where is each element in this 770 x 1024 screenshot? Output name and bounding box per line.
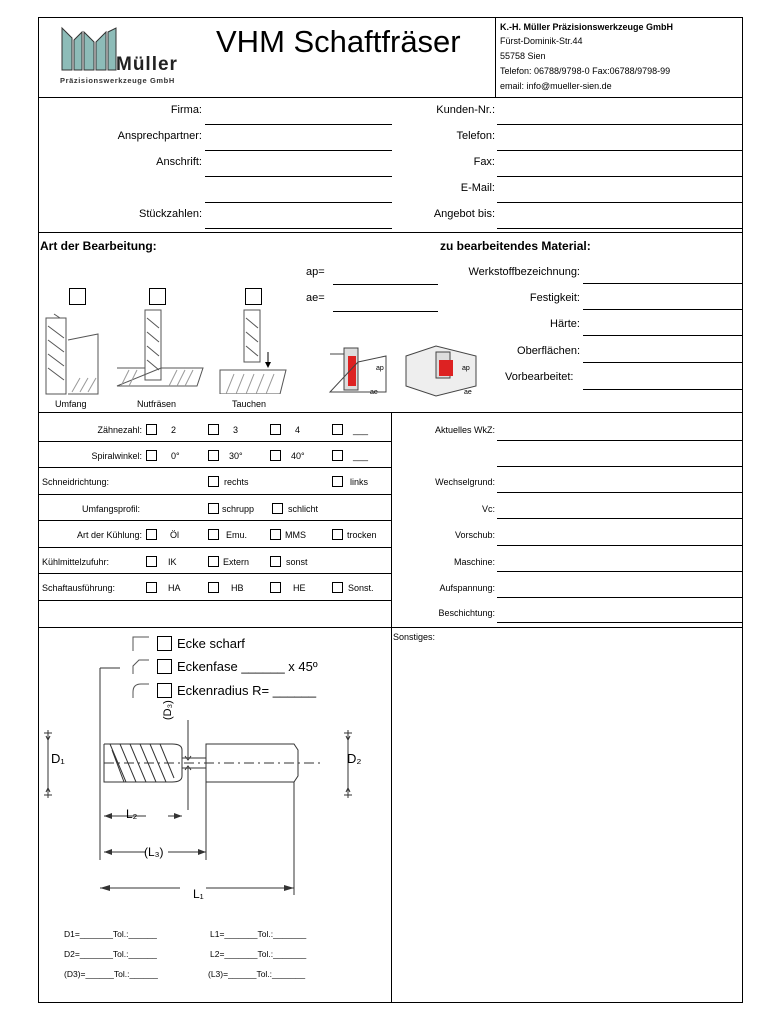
input-ap[interactable] (333, 284, 438, 285)
nutfraesen-illustration (115, 308, 205, 388)
field-label-ansprechpartner: Ansprechpartner: (117, 130, 202, 142)
input-anschrift-2[interactable] (205, 202, 392, 203)
input-vorschub[interactable] (497, 545, 743, 546)
field-label-kundennr: Kunden-Nr.: (436, 104, 495, 116)
dim-l2: L₂ (126, 807, 138, 821)
shank-label: Schaftausführung: (42, 583, 116, 593)
coolant-opt-extern: Extern (223, 557, 250, 567)
field-label-telefon: Telefon: (456, 130, 495, 142)
input-oberflaechen[interactable] (583, 362, 743, 363)
input-wkz-2[interactable] (497, 466, 743, 467)
cut-opt-left: links (350, 477, 369, 487)
checkbox-teeth-2[interactable] (146, 424, 157, 435)
end-mill-drawing (42, 660, 367, 900)
field-label-stueckzahlen: Stückzahlen: (139, 208, 202, 220)
field-label-vc: Vc: (481, 504, 495, 514)
logo-name: Müller (116, 54, 178, 75)
input-ae[interactable] (333, 311, 438, 312)
checkbox-helix-other[interactable] (332, 450, 343, 461)
tol-d3[interactable]: (D3)=______Tol.:______ (64, 969, 158, 979)
profile-opt-schlicht: schlicht (288, 504, 319, 514)
ae-dim-label-1: ae (370, 389, 378, 396)
input-kundennr[interactable] (497, 124, 743, 125)
input-wechselgrund[interactable] (497, 492, 743, 493)
shank-opt-sonst: Sonst. (348, 583, 374, 593)
teeth-label: Zähnezahl: (97, 425, 142, 435)
checkbox-helix-40[interactable] (270, 450, 281, 461)
profile-label: Umfangsprofil: (81, 504, 140, 514)
checkbox-umfang[interactable] (69, 288, 86, 305)
corner-chamfer-label: Eckenfase ______ x 45º (177, 659, 318, 674)
input-aufspannung[interactable] (497, 597, 743, 598)
field-label-beschichtung: Beschichtung: (438, 608, 495, 618)
field-label-maschine: Maschine: (453, 557, 495, 567)
checkbox-teeth-3[interactable] (208, 424, 219, 435)
checkbox-nutfraesen[interactable] (149, 288, 166, 305)
cooling-opt-emu: Emu. (226, 530, 248, 540)
input-firma[interactable] (205, 124, 392, 125)
teeth-opt-4: 4 (295, 425, 301, 435)
input-werkstoff[interactable] (583, 283, 743, 284)
material-heading: zu bearbeitendes Material: (440, 239, 591, 253)
input-fax[interactable] (497, 176, 743, 177)
checkbox-teeth-other[interactable] (332, 424, 343, 435)
umfang-illustration (44, 312, 104, 398)
checkbox-cooling-oel[interactable] (146, 529, 157, 540)
label-tauchen: Tauchen (232, 399, 267, 409)
checkbox-cooling-trocken[interactable] (332, 529, 343, 540)
company-street: Fürst-Dominik-Str.44 (500, 36, 583, 46)
input-anschrift[interactable] (205, 176, 392, 177)
tol-l3[interactable]: (L3)=______Tol.:_______ (208, 969, 306, 979)
teeth-opt-2: 2 (171, 425, 177, 435)
checkbox-profile-schlicht[interactable] (272, 503, 283, 514)
ap-dim-label-1: ap (376, 365, 384, 372)
cooling-label: Art der Kühlung: (76, 530, 142, 540)
input-wkz[interactable] (497, 440, 743, 441)
helix-label: Spiralwinkel: (91, 451, 142, 461)
logo-subtitle: Präzisionswerkzeuge GmbH (60, 76, 175, 85)
field-label-vorschub: Vorschub: (454, 530, 495, 540)
checkbox-ecke-scharf[interactable] (157, 636, 172, 651)
tauchen-illustration (218, 308, 288, 394)
cut-opt-right: rechts (224, 477, 249, 487)
cooling-opt-trocken: trocken (347, 530, 377, 540)
helix-opt-other: ___ (353, 451, 369, 461)
checkbox-coolant-ik[interactable] (146, 556, 157, 567)
coolant-opt-sonst: sonst (286, 557, 308, 567)
coolant-label: Kühlmittelzufuhr: (42, 557, 110, 567)
field-label-vorbearbeitet: Vorbearbeitet: (505, 371, 574, 383)
profile-opt-schrupp: schrupp (222, 504, 255, 514)
checkbox-tauchen[interactable] (245, 288, 262, 305)
other-notes-area[interactable] (393, 645, 741, 1001)
input-angebot[interactable] (497, 228, 743, 229)
tol-l2[interactable]: L2=_______Tol.:_______ (210, 949, 307, 959)
label-umfang: Umfang (55, 399, 87, 409)
corner-sharp-icon (132, 636, 150, 652)
checkbox-profile-schrupp[interactable] (208, 503, 219, 514)
input-vorbearbeitet[interactable] (583, 389, 743, 390)
dim-l3: (L₃) (144, 845, 164, 859)
input-vc[interactable] (497, 518, 743, 519)
field-label-aufspannung: Aufspannung: (439, 583, 495, 593)
checkbox-shank-ha[interactable] (146, 582, 157, 593)
other-label: Sonstiges: (393, 632, 436, 642)
shank-opt-ha: HA (168, 583, 181, 593)
field-label-fax: Fax: (473, 156, 495, 168)
shank-opt-hb: HB (231, 583, 244, 593)
logo (58, 24, 208, 90)
input-telefon[interactable] (497, 150, 743, 151)
cut-label: Schneidrichtung: (42, 477, 110, 487)
ae-dim-label-2: ae (464, 389, 472, 396)
corner-radius-label: Eckenradius R= ______ (177, 683, 317, 698)
ap-label: ap= (306, 266, 325, 278)
company-name: K.-H. Müller Präzisionswerkzeuge GmbH (500, 22, 674, 32)
helix-opt-40: 40° (291, 451, 305, 461)
company-phone: Telefon: 06788/9798-0 Fax:06788/9798-99 (500, 66, 671, 76)
checkbox-cooling-mms[interactable] (270, 529, 281, 540)
tol-d2[interactable]: D2=_______Tol.:______ (64, 949, 157, 959)
field-label-werkstoff: Werkstoffbezeichnung: (468, 266, 580, 278)
machining-heading: Art der Bearbeitung: (40, 239, 157, 253)
input-beschichtung[interactable] (497, 622, 743, 623)
ae-label: ae= (306, 292, 325, 304)
checkbox-coolant-extern[interactable] (208, 556, 219, 567)
label-nutfraesen: Nutfräsen (137, 399, 177, 409)
corner-sharp-label: Ecke scharf (177, 636, 245, 651)
field-label-haerte: Härte: (550, 318, 580, 330)
field-label-firma: Firma: (170, 104, 202, 116)
checkbox-cut-right[interactable] (208, 476, 219, 487)
page-title: VHM Schaftfräser (216, 24, 461, 59)
checkbox-helix-0[interactable] (146, 450, 157, 461)
input-stueckzahlen[interactable] (205, 228, 392, 229)
teeth-opt-3: 3 (233, 425, 239, 435)
input-haerte[interactable] (583, 335, 743, 336)
ap-dim-label-2: ap (462, 365, 470, 372)
checkbox-teeth-4[interactable] (270, 424, 281, 435)
company-email: email: info@mueller-sien.de (500, 81, 612, 91)
checkbox-cut-left[interactable] (332, 476, 343, 487)
field-label-oberflaechen: Oberflächen: (517, 345, 580, 357)
input-festigkeit[interactable] (583, 309, 743, 310)
checkbox-shank-hb[interactable] (208, 582, 219, 593)
dim-l1: L₁ (193, 887, 204, 901)
field-label-wkz: Aktuelles WkZ: (434, 425, 495, 435)
field-label-anschrift: Anschrift: (156, 156, 202, 168)
helix-opt-30: 30° (229, 451, 243, 461)
shank-opt-he: HE (293, 583, 306, 593)
checkbox-shank-he[interactable] (270, 582, 281, 593)
input-ansprechpartner[interactable] (205, 150, 392, 151)
coolant-opt-ik: IK (168, 557, 177, 567)
field-label-wechselgrund: Wechselgrund: (435, 477, 495, 487)
field-label-festigkeit: Festigkeit: (529, 292, 580, 304)
checkbox-cooling-emu[interactable] (208, 529, 219, 540)
field-label-angebot: Angebot bis: (433, 208, 495, 220)
dim-d1: D₁ (51, 751, 65, 766)
checkbox-helix-30[interactable] (208, 450, 219, 461)
dim-d2: D₂ (347, 751, 362, 766)
cooling-opt-mms: MMS (285, 530, 306, 540)
cooling-opt-oel: Öl (170, 530, 179, 540)
input-email[interactable] (497, 202, 743, 203)
field-label-email: E-Mail: (460, 182, 495, 194)
tol-l1[interactable]: L1=_______Tol.:_______ (210, 929, 307, 939)
checkbox-shank-sonst[interactable] (332, 582, 343, 593)
tol-d1[interactable]: D1=_______Tol.:______ (64, 929, 157, 939)
input-maschine[interactable] (497, 571, 743, 572)
company-city: 55758 Sien (500, 51, 546, 61)
dim-d3: (D₃) (162, 700, 174, 720)
checkbox-coolant-sonst[interactable] (270, 556, 281, 567)
helix-opt-0: 0° (171, 451, 180, 461)
teeth-opt-other: ___ (353, 425, 369, 435)
